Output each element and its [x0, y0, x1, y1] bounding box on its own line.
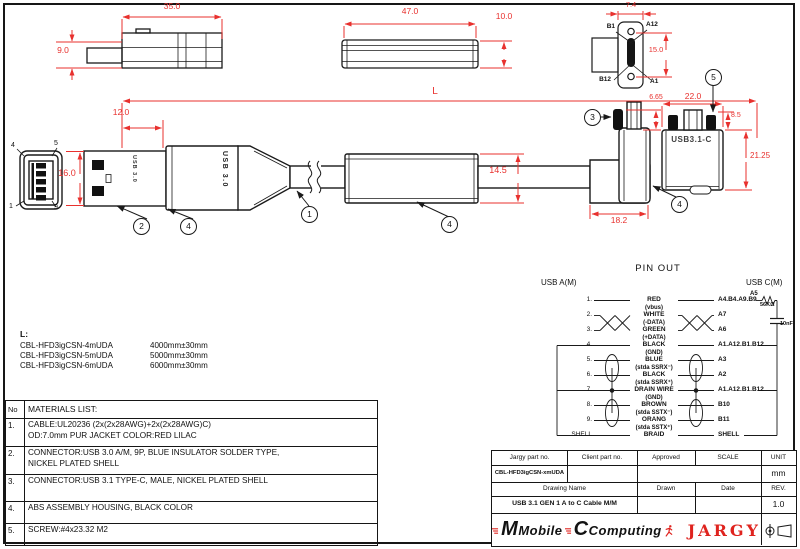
pullup-capacitor-value: 10nF	[780, 321, 793, 327]
pullup-resistor-value: 56KΩ	[760, 302, 775, 308]
pinout-wire-color: BLUE	[645, 356, 663, 363]
a-front-pin-9: 9	[54, 204, 58, 211]
dim-shell-length: 12.0	[112, 107, 130, 117]
pinout-c-pin: A1.A12.B1.B12	[718, 341, 764, 348]
screw-right	[706, 115, 716, 130]
callout-housing-a: 4	[180, 218, 197, 235]
pinout-c-pin: B11	[718, 416, 730, 423]
unit-value: mm	[771, 468, 786, 478]
dim-c-housing-height: 21.25	[750, 151, 771, 160]
materials-table	[5, 400, 378, 546]
brand-word-mobile: MMobile	[501, 518, 563, 540]
a-shell-marking: USB 3.0	[131, 155, 137, 183]
materials-row-text: SCREW:#4x23.32 M2	[28, 525, 108, 534]
dim-c-pin-span: 15.0	[648, 45, 664, 54]
pinout-pin: 4.	[586, 341, 592, 348]
materials-row-no: 5.	[8, 526, 15, 535]
ferrite-top-view	[342, 40, 478, 68]
drawn-label: Drawn	[656, 485, 676, 492]
screw-left	[668, 115, 678, 130]
pinout-wire-color: BRAID	[643, 431, 665, 438]
pinout-wire-color: RED	[647, 296, 661, 303]
title-block	[491, 450, 797, 547]
pinout-wire-color: ORANG	[641, 416, 667, 423]
dim-c-tongue-width: 7.4	[625, 0, 637, 9]
materials-no-header: No	[8, 405, 18, 414]
materials-row-text: CONNECTOR:USB 3.0 A/M, 9P, BLUE INSULATOR SOLDER TYPE,	[28, 448, 280, 457]
pinout-c-pin: A2	[718, 371, 727, 378]
jargy-part-no-label: Jargy part no.	[509, 454, 550, 461]
materials-row-no: 4.	[8, 504, 15, 513]
pinout-left-header: USB A(M)	[541, 278, 577, 287]
dim-a-front-height: 16.0	[58, 168, 76, 178]
c-face-pin-a1: A1	[650, 78, 659, 85]
pinout-signal: (stda SSTX⁺)	[635, 424, 673, 431]
pinout-title: PIN OUT	[635, 263, 681, 274]
pinout-c-pin: A1.A12.B1.B12	[718, 386, 764, 393]
materials-row-no: 3.	[8, 477, 15, 486]
pinout-wire-color: WHITE	[643, 311, 665, 318]
cable-assembly-side-view	[84, 146, 590, 210]
callout-usb-a-connector: 2	[133, 218, 150, 235]
a-front-pin-4: 4	[11, 142, 15, 149]
dim-ferrite-body-height: 14.5	[489, 165, 507, 175]
pinout-pin: 9.	[586, 416, 592, 423]
pinout-signal: (stda SSRX⁺)	[635, 379, 673, 386]
drawing-name-label: Drawing Name	[543, 485, 586, 492]
pinout-signal: (-DATA)	[643, 319, 665, 326]
c-housing-marking: USB3.1-C	[671, 135, 712, 144]
drawing-title: USB 3.1 GEN 1 A to C Cable M/M	[512, 500, 617, 507]
pinout-wire-color: BLACK	[642, 341, 666, 348]
pinout-pin: 3.	[586, 326, 592, 333]
pinout-right-header: USB C(M)	[746, 278, 783, 287]
dim-ferrite-height: 10.0	[495, 11, 513, 21]
pinout-wire-color: DRAIN WIRE	[634, 386, 674, 393]
dim-a-plug-height: 9.0	[57, 45, 69, 55]
a-front-pin-5: 5	[54, 140, 58, 147]
length-part-no: CBL-HFD3igCSN-5mUDA	[20, 351, 113, 360]
projection-symbol-icon	[763, 523, 797, 539]
usb-a-plug-top-view	[87, 29, 222, 68]
materials-row-text: OD:7.0mm PUR JACKET COLOR:RED LILAC	[28, 431, 197, 440]
pinout-pin: 6.	[586, 371, 592, 378]
dim-screw-height: 6.65	[649, 94, 663, 101]
rev-value: 1.0	[772, 499, 785, 509]
pinout-signal: (+DATA)	[642, 334, 666, 341]
pinout-c-pin: A6	[718, 326, 727, 333]
brand-logo-row	[492, 513, 761, 548]
dim-c-housing-width: 22.0	[684, 91, 702, 101]
pinout-c-pin: A7	[718, 311, 727, 318]
pinout-signal: (stda SSRX⁻)	[635, 364, 673, 371]
usb-a-front-view	[16, 148, 62, 209]
pinout-wire-color: GREEN	[642, 326, 666, 333]
callout-housing-c: 4	[671, 196, 688, 213]
pinout-pin: 5.	[586, 356, 592, 363]
speed-wing-icon	[492, 525, 499, 537]
dim-c-housing-length: 18.2	[610, 215, 628, 225]
pinout-pin: 2.	[586, 311, 592, 318]
pinout-pin: 7.	[586, 386, 592, 393]
length-part-no: CBL-HFD3igCSN-4mUDA	[20, 341, 113, 350]
a-overmold-marking: USB 3.0	[221, 151, 228, 188]
materials-row-no: 2.	[8, 449, 15, 458]
c-face-pin-b1: B1	[606, 23, 615, 30]
materials-row-no: 1.	[8, 421, 15, 430]
length-value: 4000mm±30mm	[150, 341, 208, 350]
pinout-pin: 1.	[586, 296, 592, 303]
length-table-title: L:	[20, 329, 29, 339]
pinout-signal: (stda SSTX⁻)	[635, 409, 673, 416]
brand-word-computing: CComputing	[573, 518, 662, 540]
pullup-pin-a5: A5	[750, 291, 758, 297]
callout-cable: 1	[301, 206, 318, 223]
a-front-pin-1: 1	[9, 203, 13, 210]
pinout-c-pin: A4.B4.A9.B9	[718, 296, 757, 303]
materials-row-text: NICKEL PLATED SHELL	[28, 459, 120, 468]
pinout-c-pin: A3	[718, 356, 727, 363]
callout-housing-ferrite: 4	[441, 216, 458, 233]
pinout-c-pin: SHELL	[718, 431, 740, 438]
callout-screw-c: 5	[705, 69, 722, 86]
pinout-signal: (vbus)	[645, 304, 663, 311]
c-face-pin-b12: B12	[599, 76, 611, 83]
pinout-wire-color: BLACK	[642, 371, 666, 378]
usb-c-overmold-front-view	[662, 110, 723, 194]
client-part-no-label: Client part no.	[581, 454, 623, 461]
scale-label: SCALE	[717, 454, 739, 461]
materials-row-text: CONNECTOR:USB 3.1 TYPE-C, MALE, NICKEL PLATED SHELL	[28, 476, 268, 485]
callout-screw: 3	[584, 109, 601, 126]
dim-a-plug-length: 35.0	[163, 1, 181, 11]
running-man-icon	[664, 519, 674, 543]
speed-wing-icon	[565, 525, 572, 537]
dim-c-plug-height: 8.5	[731, 112, 741, 119]
brand-word-mobile-rest: Mobile	[518, 523, 563, 538]
pinout-c-pin: B10	[718, 401, 730, 408]
jargy-part-no-value: CBL-HFD3igCSN-xmUDA	[494, 470, 565, 476]
materials-row-text: ABS ASSEMBLY HOUSING, BLACK COLOR	[28, 503, 193, 512]
screw-side	[613, 109, 623, 130]
pinout-signal: (GND)	[645, 349, 663, 356]
pinout-pin: SHELL	[571, 431, 592, 438]
rev-label: REV.	[771, 485, 786, 492]
length-part-no: CBL-HFD3igCSN-6mUDA	[20, 361, 113, 370]
approved-label: Approved	[652, 454, 680, 461]
dim-ferrite-length: 47.0	[401, 6, 419, 16]
brand-jargy: JARGY	[687, 521, 761, 540]
materials-row-text: CABLE:UL20236 (2x(2x28AWG)+2x(2x28AWG)C)	[28, 420, 211, 429]
unit-label: UNIT	[770, 454, 787, 461]
length-value: 5000mm±30mm	[150, 351, 208, 360]
length-value: 6000mm±30mm	[150, 361, 208, 370]
pinout-signal: (GND)	[645, 394, 663, 401]
date-label: Date	[721, 485, 735, 492]
dim-overall-length: L	[432, 86, 438, 97]
pinout-pin: 8.	[586, 401, 592, 408]
pinout-wire-color: BROWN	[641, 401, 667, 408]
brand-word-computing-rest: Computing	[588, 523, 662, 538]
c-face-pin-a12: A12	[646, 21, 658, 28]
materials-title: MATERIALS LIST:	[28, 404, 98, 414]
